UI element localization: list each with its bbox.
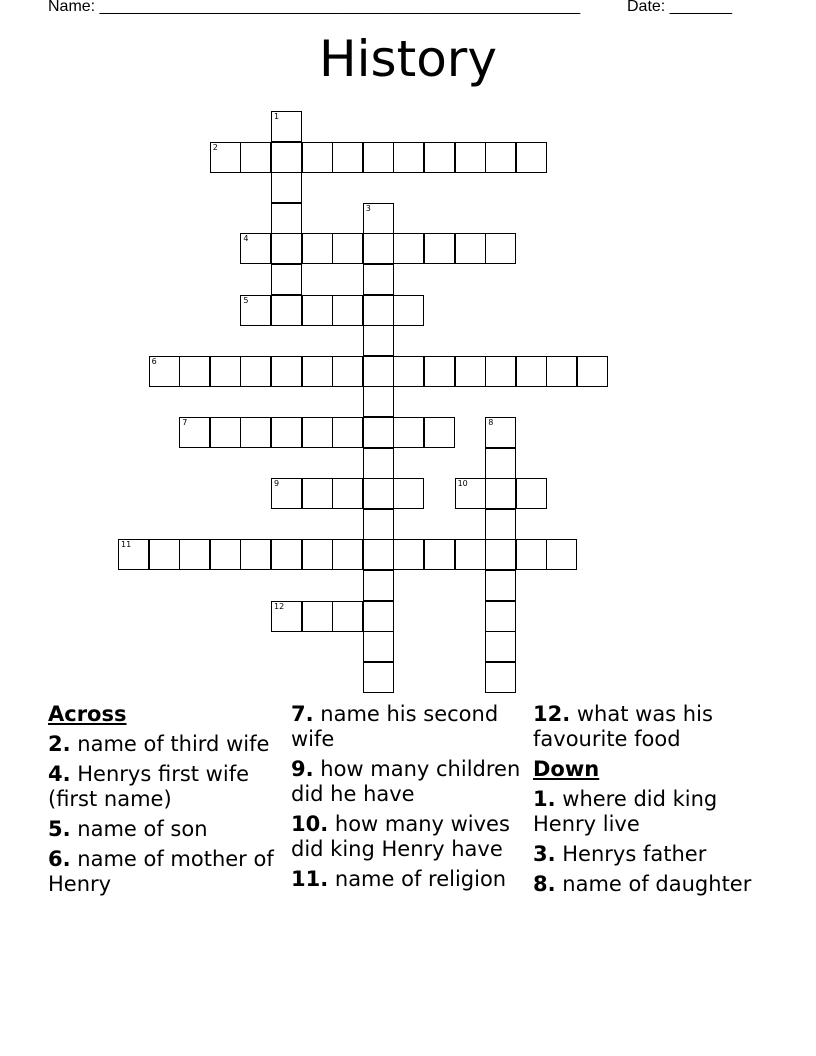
crossword-cell[interactable] (455, 478, 486, 509)
crossword-cell[interactable] (210, 142, 241, 173)
cell-number: 3 (365, 203, 371, 213)
crossword-cell[interactable] (485, 601, 516, 632)
crossword-cell[interactable] (363, 509, 394, 540)
crossword-cell[interactable] (363, 386, 394, 417)
crossword-cell[interactable] (516, 539, 547, 570)
crossword-cell[interactable] (271, 356, 302, 387)
clue-text: where did king Henry live (533, 787, 718, 836)
clue-down-8 (533, 872, 773, 897)
clue-across-6 (48, 847, 288, 897)
crossword-cell[interactable] (424, 539, 455, 570)
clue-text: name his second wife (291, 702, 499, 751)
name-field[interactable]: Name: ______________________________________________________ (48, 0, 581, 15)
clue-across-10 (291, 812, 531, 862)
crossword-cell[interactable] (332, 539, 363, 570)
crossword-cell[interactable] (424, 417, 455, 448)
crossword-cell[interactable] (516, 142, 547, 173)
crossword-cell[interactable] (393, 233, 424, 264)
crossword-cell[interactable] (485, 233, 516, 264)
cell-number: 5 (243, 295, 249, 305)
crossword-cell[interactable] (271, 264, 302, 295)
clues-column-3 (533, 702, 773, 902)
cell-number: 2 (212, 142, 218, 152)
crossword-cell[interactable] (118, 539, 149, 570)
cell-number: 7 (182, 418, 188, 427)
clue-text: what was his favourite food (533, 702, 713, 751)
crossword-cell[interactable] (271, 203, 302, 234)
crossword-cell[interactable] (332, 233, 363, 264)
clue-across-12 (533, 702, 773, 752)
crossword-cell[interactable] (393, 356, 424, 387)
crossword-cell[interactable] (485, 509, 516, 540)
crossword-cell[interactable] (546, 356, 577, 387)
crossword-cell[interactable] (240, 233, 271, 264)
crossword-cell[interactable] (485, 570, 516, 601)
crossword-cell[interactable] (302, 539, 333, 570)
crossword-cell[interactable] (332, 601, 363, 632)
crossword-cell[interactable] (393, 478, 424, 509)
crossword-cell[interactable] (424, 356, 455, 387)
cell-number: 1 (274, 112, 280, 121)
clue-across-11 (291, 867, 531, 892)
clue-number: 7. (291, 702, 314, 726)
crossword-cell[interactable] (363, 264, 394, 295)
clue-text: how many wives did king Henry have (291, 812, 510, 861)
across-heading: Across (48, 702, 127, 726)
page-title: History (319, 30, 497, 88)
crossword-cell[interactable] (332, 142, 363, 173)
clues-column-1 (48, 702, 288, 902)
clue-number: 6. (48, 847, 71, 871)
crossword-cell[interactable] (485, 631, 516, 662)
crossword-cell[interactable] (210, 539, 241, 570)
crossword-cell[interactable] (455, 142, 486, 173)
crossword-cell[interactable] (424, 142, 455, 173)
crossword-cell[interactable] (485, 448, 516, 479)
crossword-cell[interactable] (179, 539, 210, 570)
clue-across-9 (291, 757, 531, 807)
crossword-cell[interactable] (332, 417, 363, 448)
crossword-cell[interactable] (210, 356, 241, 387)
crossword-cell[interactable] (149, 539, 180, 570)
clues-column-2 (291, 702, 531, 897)
crossword-cell[interactable] (271, 539, 302, 570)
crossword-cell[interactable] (271, 142, 302, 173)
crossword-cell[interactable] (240, 417, 271, 448)
cell-number: 8 (488, 418, 494, 427)
crossword-cell[interactable] (149, 356, 180, 387)
crossword-cell[interactable] (363, 417, 394, 448)
crossword-cell[interactable] (485, 539, 516, 570)
crossword-cell[interactable] (179, 417, 210, 448)
crossword-cell[interactable] (393, 295, 424, 326)
crossword-cell[interactable] (393, 417, 424, 448)
crossword-cell[interactable] (363, 142, 394, 173)
crossword-cell[interactable] (485, 662, 516, 693)
clue-text: name of religion (328, 867, 507, 891)
clue-number: 12. (533, 702, 571, 726)
crossword-cell[interactable] (240, 295, 271, 326)
clue-down-1 (533, 787, 773, 837)
crossword-cell[interactable] (363, 601, 394, 632)
crossword-cell[interactable] (546, 539, 577, 570)
cell-number: 4 (243, 234, 249, 244)
crossword-cell[interactable] (302, 417, 333, 448)
crossword-cell[interactable] (302, 478, 333, 509)
crossword-cell[interactable] (393, 539, 424, 570)
crossword-cell[interactable] (485, 142, 516, 173)
clue-number: 10. (291, 812, 329, 836)
crossword-cell[interactable] (363, 233, 394, 264)
crossword-cell[interactable] (363, 478, 394, 509)
crossword-cell[interactable] (455, 356, 486, 387)
crossword-cell[interactable] (210, 417, 241, 448)
clue-text: name of third wife (70, 732, 270, 756)
clue-across-2 (48, 732, 288, 757)
crossword-cell[interactable] (332, 295, 363, 326)
crossword-cell[interactable] (424, 233, 455, 264)
crossword-cell[interactable] (271, 172, 302, 203)
clue-across-4 (48, 762, 288, 812)
crossword-cell[interactable] (302, 233, 333, 264)
clue-down-3 (533, 842, 773, 867)
crossword-cell[interactable] (302, 295, 333, 326)
crossword-cell[interactable] (240, 356, 271, 387)
crossword-cell[interactable] (363, 356, 394, 387)
crossword-cell[interactable] (516, 478, 547, 509)
crossword-cell[interactable] (302, 601, 333, 632)
clue-number: 11. (291, 867, 329, 891)
crossword-cell[interactable] (271, 233, 302, 264)
crossword-cell[interactable] (393, 142, 424, 173)
crossword-cell[interactable] (240, 142, 271, 173)
clue-text: Henrys father (555, 842, 707, 866)
crossword-cell[interactable] (271, 417, 302, 448)
crossword-cell[interactable] (271, 295, 302, 326)
crossword-cell[interactable] (302, 356, 333, 387)
clue-number: 3. (533, 842, 556, 866)
crossword-cell[interactable] (332, 356, 363, 387)
crossword-cell[interactable] (455, 233, 486, 264)
crossword-cell[interactable] (363, 631, 394, 662)
clue-text: name of son (70, 817, 208, 841)
cell-number: 6 (151, 356, 157, 366)
clue-number: 8. (533, 872, 556, 896)
down-heading: Down (533, 757, 600, 781)
crossword-cell[interactable] (240, 539, 271, 570)
crossword-cell[interactable] (302, 142, 333, 173)
crossword-cell[interactable] (455, 539, 486, 570)
crossword-cell[interactable] (577, 356, 608, 387)
crossword-cell[interactable] (179, 356, 210, 387)
crossword-cell[interactable] (363, 203, 394, 234)
clue-text: name of mother of Henry (48, 847, 274, 896)
crossword-cell[interactable] (485, 417, 516, 448)
crossword-cell[interactable] (363, 325, 394, 356)
clue-text: Henrys first wife (first name) (48, 762, 250, 811)
clue-text: name of daughter (555, 872, 752, 896)
clue-number: 9. (291, 757, 314, 781)
crossword-cell[interactable] (271, 478, 302, 509)
cell-number: 10 (457, 479, 468, 489)
crossword-cell[interactable] (516, 356, 547, 387)
clue-number: 2. (48, 732, 71, 756)
clue-number: 5. (48, 817, 71, 841)
crossword-cell[interactable] (485, 478, 516, 509)
cell-number: 11 (121, 540, 132, 550)
crossword-cell[interactable] (363, 448, 394, 479)
clue-text: how many children did he have (291, 757, 521, 806)
date-field[interactable]: Date: _______ (627, 0, 732, 15)
crossword-cell[interactable] (363, 539, 394, 570)
clue-across-7 (291, 702, 531, 752)
clue-number: 1. (533, 787, 556, 811)
crossword-cell[interactable] (271, 601, 302, 632)
crossword-cell[interactable] (363, 570, 394, 601)
crossword-cell[interactable] (332, 478, 363, 509)
crossword-cell[interactable] (485, 356, 516, 387)
crossword-cell[interactable] (271, 111, 302, 142)
crossword-cell[interactable] (363, 662, 394, 693)
cell-number: 12 (274, 601, 285, 611)
cell-number: 9 (274, 479, 280, 489)
crossword-cell[interactable] (363, 295, 394, 326)
clue-across-5 (48, 817, 288, 842)
clue-number: 4. (48, 762, 71, 786)
